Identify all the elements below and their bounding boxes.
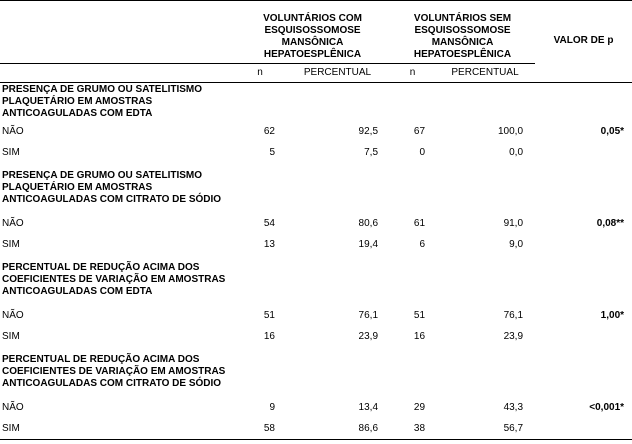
header-p-value: VALOR DE p [535,1,632,83]
section-header [0,255,632,305]
row-label: SIM [0,418,235,440]
cell-n-without: 67 [413,125,426,137]
table-row [0,121,632,142]
cell-n-with: 58 [235,418,285,440]
cell-n-with: 5 [269,146,275,158]
header-group-with-disease: VOLUNTÁRIOS COM ESQUISOSSOMOSE MANSÔNICA HEPATOESPLÊNICA [235,1,390,64]
cell-n-with: 54 [263,217,275,229]
cell-percent-without: 91,0 [503,217,524,229]
table-row [0,213,632,234]
cell-p-value: <0,001* [589,401,625,413]
cell-n-without: 51 [413,309,426,321]
row-label: SIM [2,146,20,158]
cell-percent-with: 76,1 [358,309,379,321]
subheader-percent-with: PERCENTUAL [285,64,390,83]
table-row [0,305,632,326]
cell-n-without: 29 [413,401,426,413]
cell-percent-without: 100,0 [498,125,524,137]
row-label: SIM [2,238,20,250]
cell-percent-without: 43,3 [503,401,524,413]
row-label: NÃO [2,401,24,413]
section-header [0,83,632,122]
cell-percent-without: 0,0 [509,146,524,158]
cell-p-value [535,234,632,255]
cell-percent-with: 19,4 [358,238,379,250]
row-label: SIM [2,330,20,342]
cell-n-with: 16 [263,330,275,342]
table-row [0,418,632,440]
cell-percent-without: 9,0 [509,238,524,250]
cell-n-with: 9 [269,401,275,413]
cell-n-with: 62 [263,125,275,137]
cell-n-with: 51 [263,309,275,321]
section-header [0,347,632,397]
header-empty-cell [0,1,235,64]
cell-percent-with: 23,9 [358,330,379,342]
subheader-n-without: n [390,64,435,83]
cell-p-value: 0,08** [596,217,625,229]
section-title: PRESENÇA DE GRUMO OU SATELITISMO PLAQUETÁRIO EM AMOSTRAS ANTICOAGULADAS COM CITRATO DE SÓDIO [2,170,222,205]
row-label: NÃO [2,125,24,137]
subheader-percent-without: PERCENTUAL [435,64,535,83]
table-row [0,142,632,163]
row-label: NÃO [2,309,24,321]
cell-p-value: 1,00* [600,309,625,321]
cell-n-without: 16 [413,330,426,342]
cell-n-without: 38 [390,418,435,440]
section-title: PRESENÇA DE GRUMO OU SATELITISMO PLAQUETÁRIO EM AMOSTRAS ANTICOAGULADAS COM EDTA [2,84,203,119]
cell-percent-with: 86,6 [285,418,390,440]
subheader-n-with: n [235,64,285,83]
cell-percent-without: 76,1 [503,309,524,321]
cell-percent-with: 7,5 [364,146,379,158]
cell-percent-with: 92,5 [358,125,379,137]
subheader-empty-cell [0,64,235,83]
section-title: PERCENTUAL DE REDUÇÃO ACIMA DOS COEFICIENTES DE VARIAÇÃO EM AMOSTRAS ANTICOAGULADAS COM CITRATO DE SÓDIO [2,354,226,389]
cell-n-with: 13 [263,238,275,250]
header-group-without-disease: VOLUNTÁRIOS SEM ESQUISOSSOMOSE MANSÔNICA HEPATOESPLÊNICA [390,1,535,64]
section-title: PERCENTUAL DE REDUÇÃO ACIMA DOS COEFICIENTES DE VARIAÇÃO EM AMOSTRAS ANTICOAGULADAS COM EDTA [2,262,226,297]
cell-percent-without: 23,9 [503,330,524,342]
cell-p-value: 0,05* [600,125,625,137]
table-row [0,397,632,418]
cell-p-value [535,418,632,440]
cell-n-without: 6 [419,238,426,250]
row-label: NÃO [2,217,24,229]
table-row [0,326,632,347]
table-row [0,234,632,255]
cell-p-value [535,142,632,163]
section-header [0,163,632,213]
cell-n-without: 61 [413,217,426,229]
cell-p-value [535,326,632,347]
cell-percent-without: 56,7 [435,418,535,440]
cell-percent-with: 80,6 [358,217,379,229]
cell-percent-with: 13,4 [358,401,379,413]
cell-n-without: 0 [419,146,426,158]
